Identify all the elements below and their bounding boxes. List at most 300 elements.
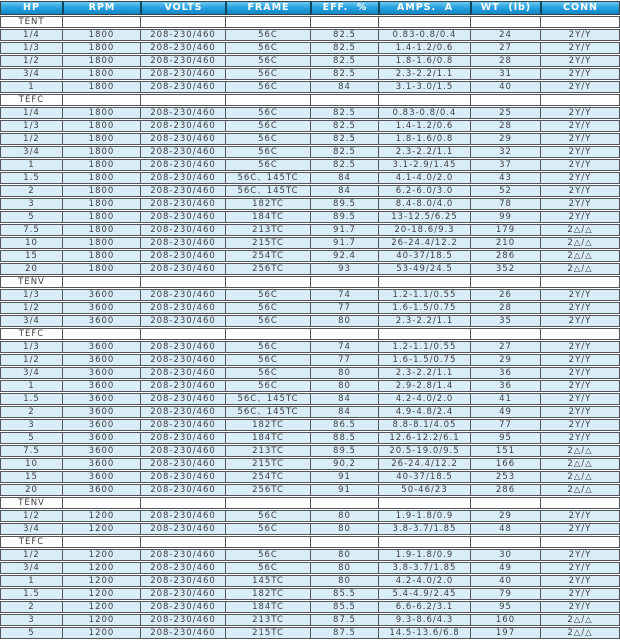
- cell-hp: 2: [0, 406, 62, 418]
- cell-wt: 49: [470, 406, 540, 418]
- cell-amps: 1.2-1.1/0.55: [378, 341, 470, 353]
- cell-hp: 2: [0, 601, 62, 613]
- table-row: [0, 315, 620, 327]
- table-row: [0, 250, 620, 262]
- cell-conn: 2Y/Y: [540, 107, 620, 119]
- table-row: [0, 302, 620, 314]
- cell-wt: 286: [470, 484, 540, 496]
- cell-amps: 2.9-2.8/1.4: [378, 380, 470, 392]
- cell-wt: 36: [470, 367, 540, 379]
- cell-frame: 184TC: [225, 211, 310, 223]
- cell-amps: 4.1-4.0/2.0: [378, 172, 470, 184]
- cell-volts: 208-230/460: [140, 29, 225, 41]
- cell-eff: 82.5: [310, 29, 378, 41]
- empty-cell: [140, 94, 225, 106]
- cell-frame: 182TC: [225, 419, 310, 431]
- cell-eff: 84: [310, 172, 378, 184]
- cell-conn: 2Y/Y: [540, 419, 620, 431]
- cell-wt: 29: [470, 354, 540, 366]
- cell-wt: 40: [470, 575, 540, 587]
- cell-rpm: 3600: [62, 289, 140, 301]
- cell-eff: 74: [310, 341, 378, 353]
- cell-amps: 1.8-1.6/0.8: [378, 55, 470, 67]
- cell-frame: 56C: [225, 159, 310, 171]
- empty-cell: [378, 536, 470, 548]
- table-row: [0, 146, 620, 158]
- cell-frame: 56C: [225, 549, 310, 561]
- table-row: [0, 42, 620, 54]
- cell-volts: 208-230/460: [140, 484, 225, 496]
- table-row: [0, 354, 620, 366]
- cell-rpm: 3600: [62, 315, 140, 327]
- empty-cell: [470, 497, 540, 509]
- cell-wt: 95: [470, 601, 540, 613]
- cell-rpm: 1800: [62, 185, 140, 197]
- cell-eff: 84: [310, 81, 378, 93]
- cell-conn: 2Y/Y: [540, 55, 620, 67]
- cell-conn: 2Y/Y: [540, 341, 620, 353]
- cell-conn: 2△/△: [540, 614, 620, 626]
- empty-cell: [470, 276, 540, 288]
- cell-frame: 56C、145TC: [225, 406, 310, 418]
- table-row: [0, 172, 620, 184]
- cell-frame: 256TC: [225, 484, 310, 496]
- table-row: [0, 562, 620, 574]
- cell-hp: 2: [0, 185, 62, 197]
- cell-wt: 28: [470, 302, 540, 314]
- cell-volts: 208-230/460: [140, 120, 225, 132]
- cell-volts: 208-230/460: [140, 133, 225, 145]
- cell-amps: 4.2-4.0/2.0: [378, 575, 470, 587]
- cell-wt: 95: [470, 432, 540, 444]
- cell-hp: 20: [0, 263, 62, 275]
- cell-eff: 93: [310, 263, 378, 275]
- empty-cell: [225, 276, 310, 288]
- cell-eff: 82.5: [310, 42, 378, 54]
- empty-cell: [62, 497, 140, 509]
- cell-rpm: 1800: [62, 81, 140, 93]
- cell-volts: 208-230/460: [140, 523, 225, 535]
- empty-cell: [225, 328, 310, 340]
- cell-wt: 30: [470, 549, 540, 561]
- cell-amps: 3.1-2.9/1.45: [378, 159, 470, 171]
- cell-hp: 10: [0, 458, 62, 470]
- cell-volts: 208-230/460: [140, 159, 225, 171]
- cell-eff: 77: [310, 354, 378, 366]
- cell-rpm: 3600: [62, 380, 140, 392]
- cell-amps: 3.8-3.7/1.85: [378, 562, 470, 574]
- table-row: [0, 29, 620, 41]
- empty-cell: [62, 16, 140, 28]
- cell-wt: 29: [470, 133, 540, 145]
- cell-wt: 286: [470, 250, 540, 262]
- cell-eff: 80: [310, 549, 378, 561]
- empty-cell: [140, 16, 225, 28]
- cell-rpm: 1800: [62, 198, 140, 210]
- cell-eff: 85.5: [310, 588, 378, 600]
- table-row: [0, 458, 620, 470]
- cell-frame: 145TC: [225, 575, 310, 587]
- empty-cell: [140, 276, 225, 288]
- cell-volts: 208-230/460: [140, 211, 225, 223]
- cell-hp: 15: [0, 471, 62, 483]
- cell-amps: 2.3-2.2/1.1: [378, 315, 470, 327]
- cell-wt: 48: [470, 523, 540, 535]
- cell-amps: 0.83-0.8/0.4: [378, 29, 470, 41]
- cell-hp: 5: [0, 627, 62, 639]
- cell-hp: 1/2: [0, 354, 62, 366]
- cell-eff: 80: [310, 380, 378, 392]
- cell-conn: 2Y/Y: [540, 562, 620, 574]
- cell-volts: 208-230/460: [140, 198, 225, 210]
- cell-eff: 80: [310, 510, 378, 522]
- cell-rpm: 1200: [62, 575, 140, 587]
- cell-hp: 3: [0, 419, 62, 431]
- cell-hp: 1/2: [0, 302, 62, 314]
- cell-hp: 1: [0, 380, 62, 392]
- cell-wt: 253: [470, 471, 540, 483]
- cell-wt: 160: [470, 614, 540, 626]
- table-body: [0, 16, 620, 639]
- cell-hp: 7.5: [0, 224, 62, 236]
- table-row: [0, 55, 620, 67]
- cell-volts: 208-230/460: [140, 81, 225, 93]
- cell-frame: 56C、145TC: [225, 172, 310, 184]
- empty-cell: [470, 16, 540, 28]
- cell-rpm: 1800: [62, 211, 140, 223]
- cell-amps: 20-18.6/9.3: [378, 224, 470, 236]
- cell-amps: 1.6-1.5/0.75: [378, 354, 470, 366]
- cell-wt: 166: [470, 458, 540, 470]
- table-row: [0, 289, 620, 301]
- cell-amps: 2.3-2.2/1.1: [378, 367, 470, 379]
- cell-conn: 2Y/Y: [540, 315, 620, 327]
- cell-amps: 5.4-4.9/2.45: [378, 588, 470, 600]
- cell-volts: 208-230/460: [140, 510, 225, 522]
- cell-frame: 56C: [225, 354, 310, 366]
- cell-wt: 210: [470, 237, 540, 249]
- cell-eff: 82.5: [310, 55, 378, 67]
- cell-frame: 215TC: [225, 458, 310, 470]
- empty-cell: [378, 497, 470, 509]
- cell-conn: 2Y/Y: [540, 29, 620, 41]
- table-row: [0, 614, 620, 626]
- cell-volts: 208-230/460: [140, 575, 225, 587]
- cell-frame: 56C: [225, 55, 310, 67]
- cell-amps: 8.8-8.1/4.05: [378, 419, 470, 431]
- empty-cell: [225, 94, 310, 106]
- header-cell-wt: WT (lb): [470, 1, 540, 15]
- table-row: [0, 445, 620, 457]
- cell-wt: 52: [470, 185, 540, 197]
- cell-rpm: 3600: [62, 484, 140, 496]
- table-row: [0, 549, 620, 561]
- cell-wt: 28: [470, 55, 540, 67]
- table-row: [0, 237, 620, 249]
- cell-hp: 1.5: [0, 172, 62, 184]
- empty-cell: [310, 328, 378, 340]
- header-cell-frame: FRAME: [225, 1, 310, 15]
- cell-volts: 208-230/460: [140, 445, 225, 457]
- header-cell-hp: HP: [0, 1, 62, 15]
- cell-amps: 2.3-2.2/1.1: [378, 68, 470, 80]
- cell-wt: 28: [470, 120, 540, 132]
- cell-conn: 2Y/Y: [540, 289, 620, 301]
- cell-wt: 197: [470, 627, 540, 639]
- header-cell-eff: EFF. %: [310, 1, 378, 15]
- cell-conn: 2△/△: [540, 458, 620, 470]
- cell-conn: 2Y/Y: [540, 198, 620, 210]
- cell-amps: 6.2-6.0/3.0: [378, 185, 470, 197]
- cell-conn: 2Y/Y: [540, 588, 620, 600]
- section-label: TENV: [0, 497, 62, 509]
- cell-eff: 77: [310, 302, 378, 314]
- cell-eff: 90.2: [310, 458, 378, 470]
- cell-wt: 151: [470, 445, 540, 457]
- cell-rpm: 1800: [62, 42, 140, 54]
- cell-volts: 208-230/460: [140, 107, 225, 119]
- cell-conn: 2Y/Y: [540, 367, 620, 379]
- cell-amps: 1.2-1.1/0.55: [378, 289, 470, 301]
- cell-amps: 40-37/18.5: [378, 471, 470, 483]
- table-row: [0, 380, 620, 392]
- cell-frame: 56C: [225, 315, 310, 327]
- cell-eff: 82.5: [310, 159, 378, 171]
- empty-cell: [470, 94, 540, 106]
- cell-conn: 2Y/Y: [540, 42, 620, 54]
- cell-eff: 80: [310, 523, 378, 535]
- cell-eff: 89.5: [310, 211, 378, 223]
- cell-amps: 12.6-12.2/6.1: [378, 432, 470, 444]
- empty-cell: [62, 94, 140, 106]
- cell-wt: 77: [470, 419, 540, 431]
- cell-rpm: 1200: [62, 627, 140, 639]
- cell-eff: 89.5: [310, 198, 378, 210]
- cell-conn: 2△/△: [540, 471, 620, 483]
- table-row: [0, 393, 620, 405]
- cell-conn: 2Y/Y: [540, 68, 620, 80]
- header-cell-conn: CONN: [540, 1, 620, 15]
- cell-eff: 82.5: [310, 68, 378, 80]
- empty-cell: [225, 536, 310, 548]
- header-row: [0, 1, 620, 15]
- cell-frame: 213TC: [225, 445, 310, 457]
- cell-rpm: 1800: [62, 250, 140, 262]
- cell-volts: 208-230/460: [140, 55, 225, 67]
- cell-volts: 208-230/460: [140, 562, 225, 574]
- cell-hp: 3/4: [0, 68, 62, 80]
- empty-cell: [540, 16, 620, 28]
- cell-conn: 2Y/Y: [540, 185, 620, 197]
- cell-rpm: 1800: [62, 263, 140, 275]
- empty-cell: [540, 328, 620, 340]
- cell-volts: 208-230/460: [140, 263, 225, 275]
- section-row: [0, 94, 620, 106]
- cell-eff: 82.5: [310, 146, 378, 158]
- cell-hp: 1/4: [0, 107, 62, 119]
- cell-hp: 1/2: [0, 549, 62, 561]
- cell-hp: 5: [0, 432, 62, 444]
- cell-wt: 36: [470, 380, 540, 392]
- cell-frame: 215TC: [225, 627, 310, 639]
- cell-eff: 80: [310, 562, 378, 574]
- cell-volts: 208-230/460: [140, 185, 225, 197]
- cell-frame: 56C: [225, 380, 310, 392]
- cell-wt: 99: [470, 211, 540, 223]
- table-row: [0, 627, 620, 639]
- cell-eff: 80: [310, 315, 378, 327]
- table-row: [0, 211, 620, 223]
- cell-frame: 56C、145TC: [225, 185, 310, 197]
- cell-rpm: 1800: [62, 172, 140, 184]
- cell-frame: 213TC: [225, 224, 310, 236]
- table-row: [0, 575, 620, 587]
- cell-volts: 208-230/460: [140, 601, 225, 613]
- table-row: [0, 367, 620, 379]
- cell-volts: 208-230/460: [140, 432, 225, 444]
- cell-amps: 3.8-3.7/1.85: [378, 523, 470, 535]
- cell-hp: 1/3: [0, 341, 62, 353]
- empty-cell: [140, 497, 225, 509]
- cell-rpm: 1200: [62, 510, 140, 522]
- cell-amps: 26-24.4/12.2: [378, 237, 470, 249]
- cell-rpm: 1800: [62, 107, 140, 119]
- cell-hp: 1: [0, 575, 62, 587]
- cell-volts: 208-230/460: [140, 250, 225, 262]
- cell-volts: 208-230/460: [140, 302, 225, 314]
- cell-hp: 20: [0, 484, 62, 496]
- cell-volts: 208-230/460: [140, 549, 225, 561]
- cell-volts: 208-230/460: [140, 42, 225, 54]
- cell-amps: 1.9-1.8/0.9: [378, 549, 470, 561]
- cell-amps: 2.3-2.2/1.1: [378, 146, 470, 158]
- cell-conn: 2Y/Y: [540, 159, 620, 171]
- cell-volts: 208-230/460: [140, 380, 225, 392]
- cell-rpm: 3600: [62, 471, 140, 483]
- empty-cell: [540, 497, 620, 509]
- cell-conn: 2△/△: [540, 263, 620, 275]
- cell-volts: 208-230/460: [140, 172, 225, 184]
- empty-cell: [378, 94, 470, 106]
- cell-conn: 2Y/Y: [540, 601, 620, 613]
- table-row: [0, 198, 620, 210]
- cell-conn: 2Y/Y: [540, 211, 620, 223]
- empty-cell: [140, 536, 225, 548]
- cell-amps: 1.4-1.2/0.6: [378, 120, 470, 132]
- empty-cell: [62, 276, 140, 288]
- cell-rpm: 3600: [62, 341, 140, 353]
- cell-conn: 2△/△: [540, 237, 620, 249]
- cell-frame: 56C: [225, 42, 310, 54]
- table-row: [0, 432, 620, 444]
- cell-amps: 1.9-1.8/0.9: [378, 510, 470, 522]
- cell-volts: 208-230/460: [140, 458, 225, 470]
- cell-conn: 2Y/Y: [540, 510, 620, 522]
- table-row: [0, 224, 620, 236]
- section-label: TEFC: [0, 536, 62, 548]
- cell-hp: 3/4: [0, 146, 62, 158]
- cell-wt: 41: [470, 393, 540, 405]
- cell-frame: 182TC: [225, 198, 310, 210]
- cell-amps: 1.8-1.6/0.8: [378, 133, 470, 145]
- cell-eff: 88.5: [310, 432, 378, 444]
- cell-conn: 2Y/Y: [540, 302, 620, 314]
- cell-amps: 1.4-1.2/0.6: [378, 42, 470, 54]
- cell-wt: 78: [470, 198, 540, 210]
- cell-wt: 26: [470, 289, 540, 301]
- cell-conn: 2Y/Y: [540, 523, 620, 535]
- cell-eff: 92.4: [310, 250, 378, 262]
- table-row: [0, 588, 620, 600]
- cell-eff: 74: [310, 289, 378, 301]
- cell-amps: 8.4-8.0/4.0: [378, 198, 470, 210]
- cell-amps: 4.9-4.8/2.4: [378, 406, 470, 418]
- cell-volts: 208-230/460: [140, 68, 225, 80]
- cell-frame: 254TC: [225, 471, 310, 483]
- empty-cell: [310, 94, 378, 106]
- cell-hp: 3/4: [0, 562, 62, 574]
- cell-hp: 7.5: [0, 445, 62, 457]
- cell-wt: 49: [470, 562, 540, 574]
- cell-rpm: 3600: [62, 302, 140, 314]
- cell-wt: 179: [470, 224, 540, 236]
- cell-eff: 91: [310, 471, 378, 483]
- cell-conn: 2△/△: [540, 484, 620, 496]
- cell-amps: 6.6-6.2/3.1: [378, 601, 470, 613]
- cell-eff: 82.5: [310, 107, 378, 119]
- cell-hp: 1/3: [0, 120, 62, 132]
- empty-cell: [540, 94, 620, 106]
- cell-conn: 2△/△: [540, 250, 620, 262]
- table-row: [0, 68, 620, 80]
- cell-amps: 3.1-3.0/1.5: [378, 81, 470, 93]
- cell-amps: 1.6-1.5/0.75: [378, 302, 470, 314]
- cell-amps: 26-24.4/12.2: [378, 458, 470, 470]
- cell-frame: 56C: [225, 146, 310, 158]
- cell-amps: 40-37/18.5: [378, 250, 470, 262]
- cell-volts: 208-230/460: [140, 289, 225, 301]
- cell-wt: 352: [470, 263, 540, 275]
- cell-hp: 1.5: [0, 393, 62, 405]
- table-row: [0, 263, 620, 275]
- cell-volts: 208-230/460: [140, 224, 225, 236]
- cell-frame: 56C: [225, 523, 310, 535]
- cell-frame: 56C: [225, 81, 310, 93]
- cell-rpm: 3600: [62, 445, 140, 457]
- cell-hp: 1/2: [0, 55, 62, 67]
- section-label: TEFC: [0, 328, 62, 340]
- cell-frame: 256TC: [225, 263, 310, 275]
- section-row: [0, 536, 620, 548]
- cell-frame: 182TC: [225, 588, 310, 600]
- table-row: [0, 120, 620, 132]
- cell-volts: 208-230/460: [140, 471, 225, 483]
- cell-hp: 3: [0, 614, 62, 626]
- table-row: [0, 419, 620, 431]
- cell-amps: 50-46/23: [378, 484, 470, 496]
- section-row: [0, 328, 620, 340]
- cell-rpm: 1800: [62, 29, 140, 41]
- cell-frame: 56C: [225, 107, 310, 119]
- cell-volts: 208-230/460: [140, 588, 225, 600]
- empty-cell: [540, 276, 620, 288]
- empty-cell: [540, 536, 620, 548]
- header-cell-amps: AMPS. A: [378, 1, 470, 15]
- cell-rpm: 1200: [62, 601, 140, 613]
- cell-volts: 208-230/460: [140, 393, 225, 405]
- cell-volts: 208-230/460: [140, 315, 225, 327]
- cell-eff: 85.5: [310, 601, 378, 613]
